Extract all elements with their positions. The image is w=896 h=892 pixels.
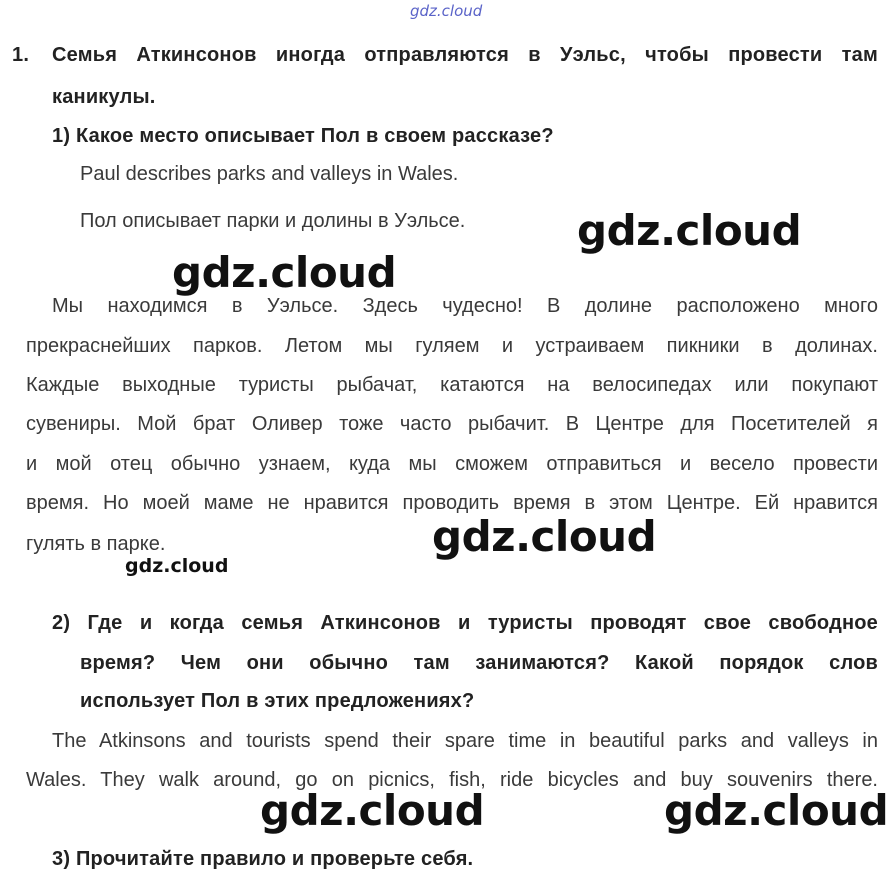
passage-line: Мы находимся в Уэльсе. Здесь чудесно! В долине расположено много [52,295,878,317]
task-title-line1: Семья Аткинсонов иногда отправляются в Уэльс, чтобы провести там [52,44,878,66]
watermark: gdz.cloud [125,555,229,577]
q2-question-line2: время? Чем они обычно там занимаются? Какой порядок слов [80,652,878,674]
watermark: gdz.cloud [577,206,802,255]
q1-question: 1) Какое место описывает Пол в своем рассказе? [52,125,554,147]
watermark: gdz.cloud [260,786,485,835]
q1-answer-en: Paul describes parks and valleys in Wales. [80,163,459,185]
watermark: gdz.cloud [172,248,397,297]
q2-answer-line2: Wales. They walk around, go on picnics, fish, ride bicycles and buy souvenirs there. [26,769,878,791]
watermark: gdz.cloud [432,512,657,561]
task-title-line2: каникулы. [52,86,156,108]
q1-answer-ru: Пол описывает парки и долины в Уэльсе. [80,210,466,232]
q2-answer-line1: The Atkinsons and tourists spend their spare time in beautiful parks and valleys in [52,730,878,752]
watermark-top: gdz.cloud [410,2,483,20]
passage-line: и мой отец обычно узнаем, куда мы сможем отправиться и весело провести [26,453,878,475]
q2-question-line3: использует Пол в этих предложениях? [80,690,475,712]
passage-line: гулять в парке. [26,533,166,555]
passage-line: Каждые выходные туристы рыбачат, катаются на велосипедах или покупают [26,374,878,396]
watermark: gdz.cloud [664,786,889,835]
q3-question: 3) Прочитайте правило и проверьте себя. [52,848,474,870]
passage-line: сувениры. Мой брат Оливер тоже часто рыбачит. В Центре для Посетителей я [26,413,878,435]
passage-line: время. Но моей маме не нравится проводить время в этом Центре. Ей нравится [26,492,878,514]
q2-question-line1: 2) Где и когда семья Аткинсонов и туристы проводят свое свободное [52,612,878,634]
passage-line: прекраснейших парков. Летом мы гуляем и устраиваем пикники в долинах. [26,335,878,357]
task-number: 1. [12,44,30,66]
